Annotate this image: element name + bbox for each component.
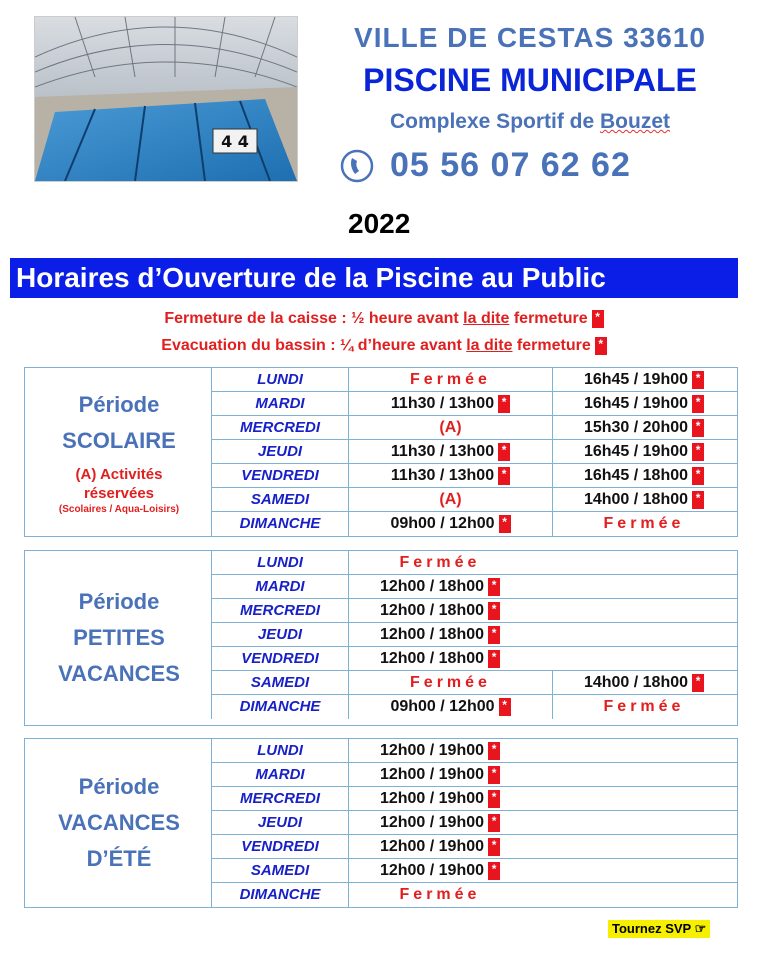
asterisk-marker: * bbox=[488, 650, 500, 668]
asterisk-marker: * bbox=[488, 838, 500, 856]
hours-text: 15h30 / 20h00 bbox=[583, 419, 689, 436]
table-row bbox=[211, 599, 737, 623]
hours-text: 12h00 / 19h00 bbox=[379, 862, 485, 879]
note-pool-evacuation bbox=[0, 337, 768, 355]
day-label: MERCREDI bbox=[211, 416, 349, 439]
closed-cell: Fermée bbox=[603, 515, 685, 532]
hours-cell bbox=[349, 599, 531, 622]
page-title: Horaires d’Ouverture de la Piscine au Public bbox=[10, 258, 738, 298]
pointing-hand-icon: ☞ bbox=[694, 921, 707, 936]
reserved-cell: (A) bbox=[349, 416, 553, 439]
table-row bbox=[211, 739, 737, 763]
table-row bbox=[211, 416, 737, 440]
table-row bbox=[211, 787, 737, 811]
asterisk-marker: * bbox=[488, 862, 500, 880]
hours-text: 12h00 / 18h00 bbox=[379, 626, 485, 643]
hours-cell bbox=[553, 464, 735, 487]
period-scolaire bbox=[24, 367, 738, 537]
hours-text: 16h45 / 19h00 bbox=[583, 371, 689, 388]
city-heading: VILLE DE CESTAS 33610 bbox=[354, 22, 706, 53]
period-name: VACANCES bbox=[58, 810, 180, 835]
asterisk-marker: * bbox=[592, 310, 604, 328]
asterisk-marker: * bbox=[499, 515, 511, 533]
asterisk-marker: * bbox=[488, 742, 500, 760]
period-name-2: D’ÉTÉ bbox=[86, 846, 152, 871]
day-label: MARDI bbox=[211, 575, 349, 598]
asterisk-marker: * bbox=[498, 395, 510, 413]
hours-text: 11h30 / 13h00 bbox=[390, 395, 495, 412]
pool-name-heading: PISCINE MUNICIPALE bbox=[363, 62, 697, 98]
period-name: SCOLAIRE bbox=[62, 428, 176, 453]
svg-text:4 4: 4 4 bbox=[221, 132, 249, 151]
hours-cell bbox=[349, 440, 553, 463]
day-label: DIMANCHE bbox=[211, 695, 349, 719]
period-name: PETITES bbox=[73, 625, 165, 650]
note1-text-a: Fermeture de la caisse : ½ heure avant bbox=[164, 310, 464, 328]
table-row bbox=[211, 512, 737, 536]
asterisk-marker: * bbox=[499, 698, 511, 716]
reserved-cell: (A) bbox=[349, 488, 553, 511]
hours-text: 12h00 / 18h00 bbox=[379, 602, 485, 619]
complex-prefix: Complexe Sportif de bbox=[389, 110, 601, 133]
hours-cell bbox=[349, 464, 553, 487]
schedule-grid bbox=[211, 368, 737, 536]
day-label: VENDREDI bbox=[211, 647, 349, 670]
table-row bbox=[211, 392, 737, 416]
hours-text: 14h00 / 18h00 bbox=[583, 674, 689, 691]
day-label: LUNDI bbox=[211, 368, 349, 391]
schedule-grid bbox=[211, 739, 737, 907]
table-row bbox=[211, 763, 737, 787]
hours-text: 12h00 / 18h00 bbox=[379, 650, 485, 667]
hours-cell bbox=[553, 488, 735, 511]
note2-text-b: fermeture bbox=[512, 337, 591, 355]
hours-text: 12h00 / 19h00 bbox=[379, 790, 485, 807]
turn-page-text: Tournez SVP bbox=[612, 921, 691, 936]
note2-text-u: la dite bbox=[466, 337, 513, 355]
hours-cell bbox=[349, 695, 553, 719]
phone-number[interactable]: 05 56 07 62 62 bbox=[390, 146, 631, 184]
closed-cell: Fermée bbox=[349, 671, 553, 694]
table-row bbox=[211, 835, 737, 859]
hours-text: 09h00 / 12h00 bbox=[390, 698, 495, 715]
hours-text: 11h30 / 13h00 bbox=[390, 443, 495, 460]
day-label: VENDREDI bbox=[211, 835, 349, 858]
asterisk-marker: * bbox=[692, 395, 704, 413]
period-label bbox=[25, 739, 213, 907]
hours-cell bbox=[349, 392, 553, 415]
hours-cell bbox=[349, 623, 531, 646]
pool-photo bbox=[34, 16, 298, 182]
asterisk-marker: * bbox=[692, 443, 704, 461]
day-label: LUNDI bbox=[211, 551, 349, 574]
asterisk-marker: * bbox=[595, 337, 607, 355]
asterisk-marker: * bbox=[498, 467, 510, 485]
complex-name bbox=[300, 110, 760, 134]
hours-cell bbox=[553, 368, 735, 391]
table-row bbox=[211, 551, 737, 575]
day-label: MERCREDI bbox=[211, 787, 349, 810]
note1-text-b: fermeture bbox=[509, 310, 588, 328]
hours-text: 16h45 / 19h00 bbox=[583, 443, 689, 460]
asterisk-marker: * bbox=[692, 491, 704, 509]
asterisk-marker: * bbox=[488, 790, 500, 808]
hours-cell bbox=[553, 392, 735, 415]
hours-cell bbox=[349, 787, 531, 810]
table-row bbox=[211, 883, 737, 907]
hours-text: 14h00 / 18h00 bbox=[583, 491, 689, 508]
asterisk-marker: * bbox=[488, 626, 500, 644]
day-label: DIMANCHE bbox=[211, 512, 349, 536]
table-row bbox=[211, 671, 737, 695]
hours-text: 16h45 / 18h00 bbox=[583, 467, 689, 484]
hours-text: 12h00 / 19h00 bbox=[379, 838, 485, 855]
hours-cell bbox=[349, 811, 531, 834]
table-row bbox=[211, 464, 737, 488]
hours-text: 12h00 / 18h00 bbox=[379, 578, 485, 595]
table-row bbox=[211, 488, 737, 512]
hours-text: 12h00 / 19h00 bbox=[379, 742, 485, 759]
hours-cell bbox=[553, 416, 735, 439]
closed-cell: Fermée bbox=[399, 554, 481, 571]
year-label: 2022 bbox=[348, 208, 411, 239]
note-cash-closing bbox=[0, 310, 768, 328]
hours-text: 11h30 / 13h00 bbox=[390, 467, 495, 484]
table-row bbox=[211, 368, 737, 392]
asterisk-marker: * bbox=[488, 766, 500, 784]
hours-cell bbox=[553, 440, 735, 463]
closed-cell: Fermée bbox=[399, 886, 481, 903]
asterisk-marker: * bbox=[692, 419, 704, 437]
asterisk-marker: * bbox=[692, 371, 704, 389]
hours-cell bbox=[349, 835, 531, 858]
closed-cell: Fermée bbox=[603, 698, 685, 715]
asterisk-marker: * bbox=[498, 443, 510, 461]
hours-cell bbox=[349, 647, 531, 670]
day-label: MARDI bbox=[211, 763, 349, 786]
hours-cell bbox=[553, 671, 735, 694]
asterisk-marker: * bbox=[488, 602, 500, 620]
day-label: DIMANCHE bbox=[211, 883, 349, 907]
asterisk-marker: * bbox=[488, 578, 500, 596]
hours-text: 09h00 / 12h00 bbox=[390, 515, 495, 532]
day-label: SAMEDI bbox=[211, 671, 349, 694]
asterisk-marker: * bbox=[488, 814, 500, 832]
day-label: VENDREDI bbox=[211, 464, 349, 487]
day-label: SAMEDI bbox=[211, 859, 349, 882]
hours-cell bbox=[349, 763, 531, 786]
table-row bbox=[211, 811, 737, 835]
table-row bbox=[211, 859, 737, 883]
period-label bbox=[25, 368, 213, 536]
period-word: Période bbox=[78, 589, 160, 614]
day-label: SAMEDI bbox=[211, 488, 349, 511]
hours-cell bbox=[349, 739, 531, 762]
table-row bbox=[211, 440, 737, 464]
hours-text: 16h45 / 19h00 bbox=[583, 395, 689, 412]
day-label: JEUDI bbox=[211, 440, 349, 463]
complex-location: Bouzet bbox=[600, 110, 671, 133]
asterisk-marker: * bbox=[692, 467, 704, 485]
hours-cell bbox=[349, 859, 531, 882]
period-vacances-ete bbox=[24, 738, 738, 908]
day-label: LUNDI bbox=[211, 739, 349, 762]
period-name-2: VACANCES bbox=[58, 661, 180, 686]
asterisk-marker: * bbox=[692, 674, 704, 692]
day-label: JEUDI bbox=[211, 811, 349, 834]
table-row bbox=[211, 695, 737, 719]
day-label: MARDI bbox=[211, 392, 349, 415]
period-label bbox=[25, 551, 213, 725]
closed-cell: Fermée bbox=[349, 368, 553, 391]
table-row bbox=[211, 647, 737, 671]
activities-note-2: réservées bbox=[83, 485, 155, 502]
table-row bbox=[211, 623, 737, 647]
period-word: Période bbox=[78, 774, 160, 799]
activities-detail: (Scolaires / Aqua-Loisirs) bbox=[58, 504, 180, 515]
hours-cell bbox=[349, 512, 553, 536]
period-word: Période bbox=[78, 392, 160, 417]
day-label: MERCREDI bbox=[211, 599, 349, 622]
activities-note: (A) Activités bbox=[75, 466, 163, 483]
note2-text-a: Evacuation du bassin : ¼ d’heure avant bbox=[161, 337, 467, 355]
schedule-grid bbox=[211, 551, 737, 719]
hours-text: 12h00 / 19h00 bbox=[379, 814, 485, 831]
table-row bbox=[211, 575, 737, 599]
period-petites-vacances bbox=[24, 550, 738, 726]
hours-text: 12h00 / 19h00 bbox=[379, 766, 485, 783]
note1-text-u: la dite bbox=[463, 310, 510, 328]
phone-icon bbox=[340, 149, 374, 183]
phone-line bbox=[340, 146, 631, 185]
turn-page-note bbox=[608, 920, 710, 938]
day-label: JEUDI bbox=[211, 623, 349, 646]
hours-cell bbox=[349, 575, 531, 598]
